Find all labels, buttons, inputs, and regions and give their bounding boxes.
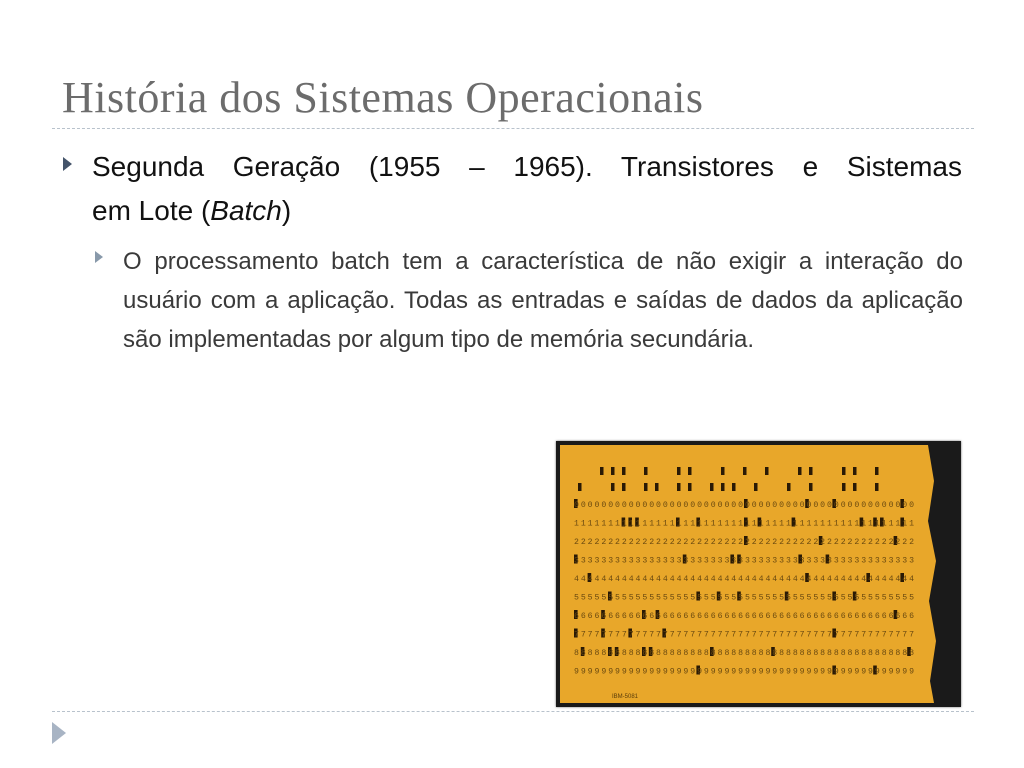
card-digit-row: 66666666666666666666666666666666666666666666666666: [574, 612, 914, 621]
bullet-1-italic: Batch: [210, 195, 282, 226]
card-hole: [622, 483, 626, 491]
bullet-1-suffix: ): [281, 195, 292, 226]
card-hole: [809, 467, 813, 475]
card-hole: [710, 483, 714, 491]
card-hole: [842, 483, 846, 491]
card-hole: [743, 467, 747, 475]
card-hole: [677, 483, 681, 491]
card-hole: [853, 467, 857, 475]
card-hole: [611, 483, 615, 491]
card-hole: [600, 467, 604, 475]
punched-card-body: [560, 445, 936, 703]
bullet-1-line-2: [92, 189, 962, 233]
title-divider: [52, 128, 974, 129]
card-hole: [875, 467, 879, 475]
bullet-1-line-1: Segunda Geração (1955 – 1965). Transistores e Sistemas: [92, 151, 962, 182]
card-digit-row: 44444444444444444444444444444444444444444444444444: [574, 575, 914, 584]
card-hole: [787, 483, 791, 491]
bullet-level-2: O processamento batch tem a característica de não exigir a interação do usuário com a aplicação. Todas as entradas e saídas de dados da aplicação são implementadas por algum tipo de memória secundária.: [123, 248, 963, 353]
slide-title: História dos Sistemas Operacionais: [62, 73, 704, 122]
card-digit-row: 22222222222222222222222222222222222222222222222222: [574, 538, 914, 547]
card-hole: [842, 467, 846, 475]
card-digit-row: 88888888888888888888888888888888888888888888888888: [574, 649, 914, 658]
bullet-level-1: [92, 145, 962, 233]
card-hole: [875, 483, 879, 491]
card-hole: [688, 483, 692, 491]
card-hole: [765, 467, 769, 475]
card-digit-row: 77777777777777777777777777777777777777777777777777: [574, 630, 914, 640]
card-hole: [578, 483, 582, 491]
card-digit-row: 99999999999999999999999999999999999999999999999999: [574, 667, 914, 677]
bullet-arrow-icon: [63, 157, 72, 171]
card-digit-row: 33333333333333333333333333333333333333333333333333: [574, 556, 914, 566]
punched-card-image: [556, 441, 961, 707]
card-digit-row: 00000000000000000000000000000000000000000000000000: [574, 501, 914, 510]
card-hole: [732, 483, 736, 491]
card-hole: [611, 467, 615, 475]
punched-card-svg: [556, 441, 961, 707]
card-hole: [809, 483, 813, 491]
card-hole: [644, 467, 648, 475]
card-hole: [622, 467, 626, 475]
card-hole: [721, 467, 725, 475]
card-digit-row: 55555555555555555555555555555555555555555555555555: [574, 593, 914, 603]
bullet-1-prefix: em Lote (: [92, 195, 211, 226]
card-hole: [644, 483, 648, 491]
sub-bullet-arrow-icon: [95, 251, 103, 263]
footer-divider: [52, 711, 974, 712]
card-hole: [677, 467, 681, 475]
card-hole: [754, 483, 758, 491]
card-hole: [688, 467, 692, 475]
card-digit-row: 11111111111111111111111111111111111111111111111111: [574, 519, 914, 529]
punched-card-footer: IBM-5081: [612, 694, 639, 700]
card-hole: [798, 467, 802, 475]
card-hole: [853, 483, 857, 491]
card-hole: [721, 483, 725, 491]
card-hole: [655, 483, 659, 491]
next-slide-arrow-icon[interactable]: [52, 722, 66, 744]
